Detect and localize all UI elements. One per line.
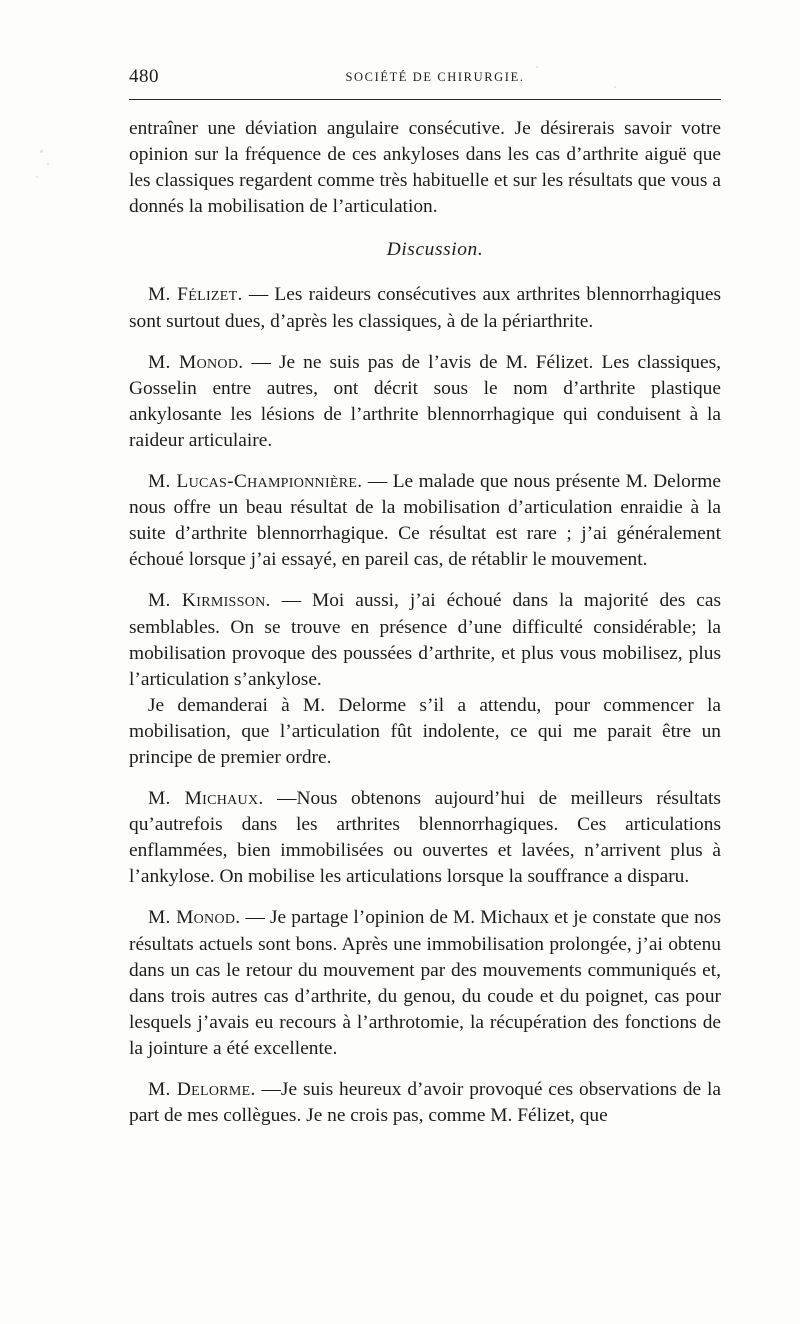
- speaker-name: M. Monod.: [148, 351, 244, 373]
- scan-speck: [40, 150, 43, 153]
- intervention-paragraph: [129, 1077, 721, 1129]
- intervention-paragraph: [129, 350, 721, 454]
- scan-speck: [36, 176, 38, 178]
- intervention-text: — Moi aussi, j’ai échoué dans la majorité des cas semblables. On se trouve en présence d’une difficulté considérable; la mobilisation provoque des poussées d’arthrite, et plus vous mobilisez, plus l’articulation s’ankylose.: [129, 590, 722, 690]
- intervention-text: — Je ne suis pas de l’avis de M. Félizet. Les classiques, Gosselin entre autres, ont décrit sous le nom d’arthrite plastique ankylosante les lésions de l’arthrite blennorrhagique qui conduisent à la raideur articulaire.: [129, 351, 721, 451]
- speaker-name: M. Delorme.: [148, 1079, 256, 1100]
- speaker-name: M. Félizet.: [148, 284, 243, 306]
- speaker-name: M. Michaux.: [148, 788, 264, 810]
- intervention-text: — Je partage l’opinion de M. Michaux et je constate que nos résultats actuels sont bons. Après une immobilisation prolongée, j’ai obtenu dans un cas le retour du mouvement par des mouvements communiqués et, dans trois autres cas d’arthrite, du genou, du coude et du poignet, cas pour lesquels j’avais eu recours à l’arthrotomie, la récupération des fonctions de la jointure a été excellente.: [129, 907, 722, 1059]
- speaker-name: M. Lucas-Championnière.: [148, 471, 363, 493]
- intervention-paragraph: [129, 786, 721, 890]
- running-head: SOCIÉTÉ DE CHIRURGIE.: [345, 70, 525, 84]
- intervention-text: — Les raideurs consécutives aux arthrites blennorrhagiques sont surtout dues, d’après les classiques, à de la périarthrite.: [129, 284, 721, 332]
- page-header: [129, 64, 721, 90]
- intervention-text: — Le malade que nous présente M. Delorme nous offre un beau résultat de la mobilisation d’articulation enraidie à la suite d’arthrite blennorrhagique. Ce résultat est rare ; j’ai généralement échoué lorsque j’ai essayé, en pareil cas, de rétablir le mouvement.: [129, 471, 721, 571]
- body-text: [129, 116, 721, 1129]
- page-number: 480: [129, 66, 159, 87]
- intervention-paragraph: [129, 588, 721, 692]
- scan-speck: [47, 163, 49, 165]
- intervention-paragraph: [129, 905, 721, 1062]
- intervention-text: —Je suis heureux d’avoir provoqué ces observations de la part de mes collègues. Je ne crois pas, comme M. Félizet, que: [129, 1079, 721, 1127]
- speaker-name: M. Monod.: [148, 907, 241, 929]
- intervention-text: —Nous obtenons aujourd’hui de meilleurs résultats qu’autrefois dans les arthrites blennorrhagiques. Ces articulations enflammées, bien immobilisées ou ouvertes et lavées, n’arrivent plus à l’ankylose. On mobilise les articulations lorsque la souffrance a disparu.: [129, 788, 721, 888]
- intervention-paragraph: [129, 469, 721, 573]
- intervention-paragraph: [129, 282, 721, 334]
- intro-paragraph: entraîner une déviation angulaire consécutive. Je désirerais savoir votre opinion sur la fréquence de ces ankyloses dans les cas d’arthrite aiguë que les classiques regardent comme très habituelle et sur les résultats que vous a donnés la mobilisation de l’articulation.: [129, 118, 721, 218]
- intervention-continuation: Je demanderai à M. Delorme s’il a attendu, pour commencer la mobilisation, que l’articulation fût indolente, ce qui me parait être un principe de premier ordre.: [129, 694, 721, 768]
- section-title: Discussion.: [386, 239, 484, 261]
- header-rule: [129, 99, 721, 100]
- speaker-name: M. Kirmisson.: [148, 590, 271, 612]
